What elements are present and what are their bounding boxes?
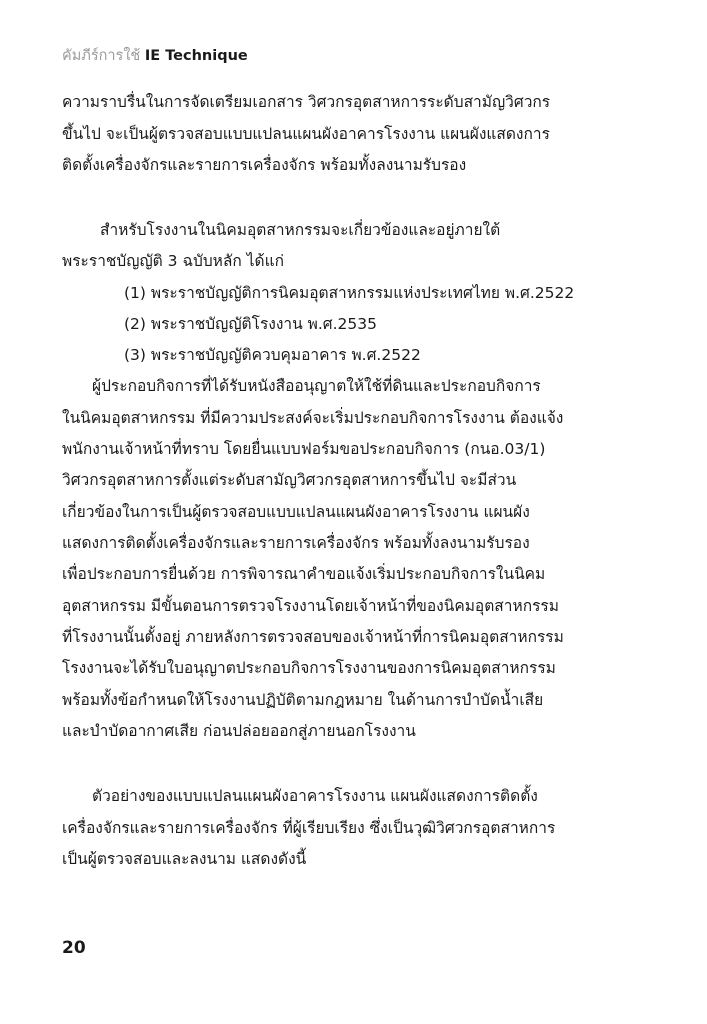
body-line: เกี่ยวข้องในการเป็นผู้ตรวจสอบแบบแปลนแผนผังอาคารโรงงาน แผนผัง <box>62 503 530 521</box>
body-line: แสดงการติดตั้งเครื่องจักรและรายการเครื่องจักร พร้อมทั้งลงนามรับรอง <box>62 534 530 552</box>
body-line: พนักงานเจ้าหน้าที่ทราบ โดยยื่นแบบฟอร์มขอประกอบกิจการ (กนอ.03/1) <box>62 440 546 458</box>
body-line: พระราชบัญญัติ 3 ฉบับหลัก ได้แก่ <box>62 252 284 270</box>
body-line: ขึ้นไป จะเป็นผู้ตรวจสอบแบบแปลนแผนผังอาคารโรงงาน แผนผังแสดงการ <box>62 125 550 143</box>
running-header <box>62 44 248 67</box>
body-line: ความราบรื่นในการจัดเตรียมเอกสาร วิศวกรอุตสาหการระดับสามัญวิศวกร <box>62 93 551 111</box>
body-line: เพื่อประกอบการยื่นด้วย การพิจารณาคำขอแจ้งเริ่มประกอบกิจการในนิคม <box>62 565 546 583</box>
body-line: ตัวอย่างของแบบแปลนแผนผังอาคารโรงงาน แผนผังแสดงการติดตั้ง <box>92 787 538 805</box>
body-line: และบำบัดอากาศเสีย ก่อนปล่อยออกสู่ภายนอกโรงงาน <box>62 722 416 740</box>
list-item: (2) พระราชบัญญัติโรงงาน พ.ศ.2535 <box>124 315 377 333</box>
body-line: วิศวกรอุตสาหการตั้งแต่ระดับสามัญวิศวกรอุตสาหการขึ้นไป จะมีส่วน <box>62 471 517 489</box>
body-line: ผู้ประกอบกิจการที่ได้รับหนังสืออนุญาตให้ใช้ที่ดินและประกอบกิจการ <box>92 377 541 395</box>
body-line: อุตสาหกรรม มีขั้นตอนการตรวจโรงงานโดยเจ้าหน้าที่ของนิคมอุตสาหกรรม <box>62 597 559 615</box>
body-line: โรงงานจะได้รับใบอนุญาตประกอบกิจการโรงงานของการนิคมอุตสาหกรรม <box>62 659 556 677</box>
body-line: พร้อมทั้งข้อกำหนดให้โรงงานปฏิบัติตามกฎหมาย ในด้านการบำบัดน้ำเสีย <box>62 691 544 709</box>
list-item: (3) พระราชบัญญัติควบคุมอาคาร พ.ศ.2522 <box>124 346 421 364</box>
body-line: สำหรับโรงงานในนิคมอุตสาหกรรมจะเกี่ยวข้องและอยู่ภายใต้ <box>100 221 501 239</box>
header-thai-title: คัมภีร์การใช้ <box>62 48 145 64</box>
header-english-title: IE Technique <box>144 48 248 64</box>
body-line: ติดตั้งเครื่องจักรและรายการเครื่องจักร พร้อมทั้งลงนามรับรอง <box>62 156 467 174</box>
list-item: (1) พระราชบัญญัติการนิคมอุตสาหกรรมแห่งประเทศไทย พ.ศ.2522 <box>124 284 575 302</box>
body-line: เป็นผู้ตรวจสอบและลงนาม แสดงดังนี้ <box>62 850 307 868</box>
page-number: 20 <box>62 938 86 958</box>
body-line: ในนิคมอุตสาหกรรม ที่มีความประสงค์จะเริ่มประกอบกิจการโรงงาน ต้องแจ้ง <box>62 409 564 427</box>
body-line: ที่โรงงานนั้นตั้งอยู่ ภายหลังการตรวจสอบของเจ้าหน้าที่การนิคมอุตสาหกรรม <box>62 628 564 646</box>
body-line: เครื่องจักรและรายการเครื่องจักร ที่ผู้เรียบเรียง ซึ่งเป็นวุฒิวิศวกรอุตสาหการ <box>62 819 556 837</box>
